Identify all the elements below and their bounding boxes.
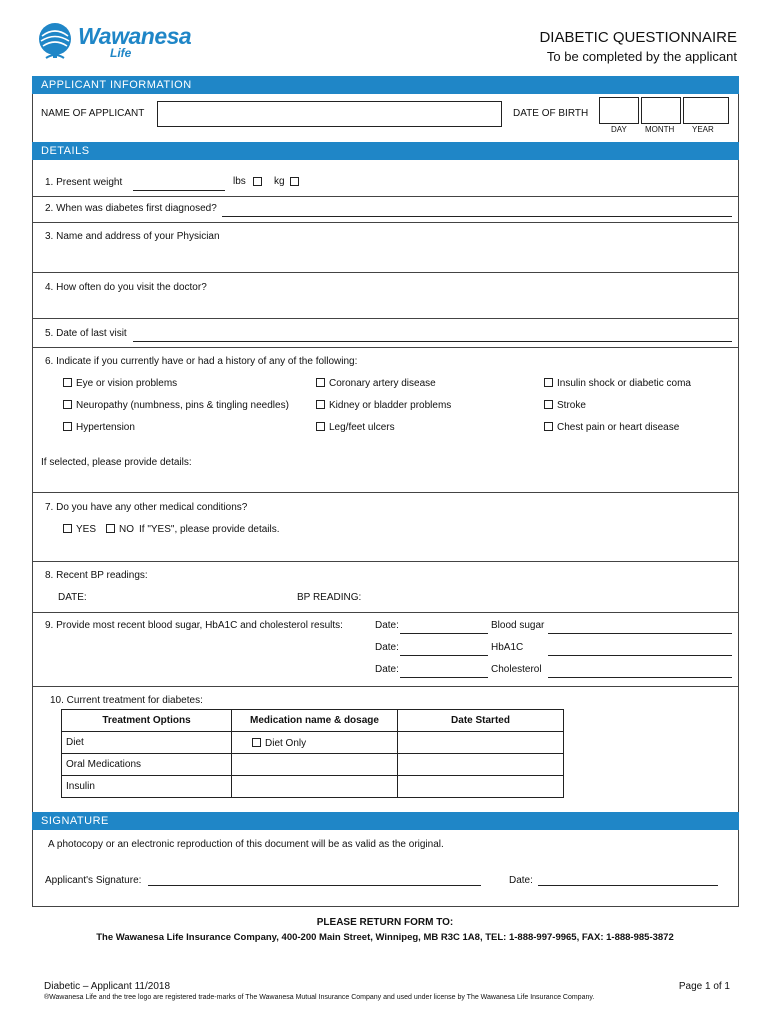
table-header-row [62, 710, 564, 732]
page-title: DIABETIC QUESTIONNAIRE [539, 29, 737, 46]
kg-label: kg [274, 176, 285, 187]
cholesterol-date-input[interactable] [400, 677, 488, 678]
neuropathy-checkbox[interactable] [63, 400, 72, 409]
diet-only-label: Diet Only [265, 737, 307, 749]
logo [34, 22, 192, 60]
name-input[interactable] [157, 101, 502, 127]
page-number: Page 1 of 1 [678, 981, 730, 992]
table-row [62, 732, 564, 754]
q5-label: 5. Date of last visit [45, 328, 127, 339]
hba1c-input[interactable] [548, 655, 732, 656]
yes-checkbox[interactable] [63, 524, 72, 533]
date-label: Date: [375, 642, 399, 653]
no-checkbox[interactable] [106, 524, 115, 533]
column-header: Medication name & dosage [232, 710, 398, 732]
diet-only-checkbox[interactable] [252, 738, 261, 747]
row-label: Oral Medications [62, 754, 232, 776]
if-selected-label: If selected, please provide details: [41, 457, 192, 468]
day-label: DAY [611, 125, 627, 134]
lbs-checkbox[interactable] [253, 177, 262, 186]
no-label: NO [119, 524, 134, 535]
yes-label: YES [76, 524, 97, 535]
condition-label: Neuropathy (numbness, pins & tingling needles) [76, 400, 289, 411]
date-label: Date: [375, 620, 399, 631]
chest-pain-checkbox[interactable] [544, 422, 553, 431]
date-started-cell[interactable] [398, 776, 564, 798]
cholesterol-label: Cholesterol [491, 664, 542, 675]
condition-label: Eye or vision problems [76, 378, 178, 389]
year-label: YEAR [692, 125, 714, 134]
details-section-header: DETAILS [32, 142, 739, 160]
date-label: Date: [375, 664, 399, 675]
q1-label: 1. Present weight [45, 177, 123, 188]
medication-cell[interactable] [232, 776, 398, 798]
signature-section-header: SIGNATURE [32, 812, 739, 830]
table-row [62, 776, 564, 798]
treatment-table [61, 709, 564, 798]
row-label: Insulin [62, 776, 232, 798]
lbs-label: lbs [233, 176, 246, 187]
eye-checkbox[interactable] [63, 378, 72, 387]
kidney-checkbox[interactable] [316, 400, 325, 409]
column-header: Treatment Options [62, 710, 232, 732]
q3-label: 3. Name and address of your Physician [45, 231, 220, 242]
row-label: Diet [62, 732, 232, 754]
q7-note: If "YES", please provide details. [139, 524, 280, 535]
signature-date-input[interactable] [538, 885, 718, 886]
date-started-cell[interactable] [398, 754, 564, 776]
applicant-signature-label: Applicant's Signature: [45, 875, 142, 886]
date-started-cell[interactable] [398, 732, 564, 754]
name-label: NAME OF APPLICANT [41, 108, 145, 119]
coronary-checkbox[interactable] [316, 378, 325, 387]
hypertension-checkbox[interactable] [63, 422, 72, 431]
kg-checkbox[interactable] [290, 177, 299, 186]
condition-label: Insulin shock or diabetic coma [557, 378, 691, 389]
trademark-note: ®Wawanesa Life and the tree logo are registered trade-marks of The Wawanesa Mutual Insurance Company and used under license by The Wawanesa Life Insurance Company. [44, 994, 595, 1001]
condition-label: Kidney or bladder problems [329, 400, 452, 411]
insulin-shock-checkbox[interactable] [544, 378, 553, 387]
ulcers-checkbox[interactable] [316, 422, 325, 431]
month-label: MONTH [645, 125, 675, 134]
q4-label: 4. How often do you visit the doctor? [45, 282, 207, 293]
column-header: Date Started [398, 710, 564, 732]
bp-date-label: DATE: [58, 592, 87, 603]
medication-cell[interactable] [232, 732, 398, 754]
page-subtitle: To be completed by the applicant [546, 49, 737, 64]
dob-day-input[interactable] [599, 97, 639, 124]
condition-label: Stroke [557, 400, 586, 411]
dob-year-input[interactable] [683, 97, 729, 124]
dob-month-input[interactable] [641, 97, 681, 124]
condition-label: Coronary artery disease [329, 378, 436, 389]
signature-note: A photocopy or an electronic reproduction of this document will be as valid as the original. [48, 839, 444, 850]
condition-label: Leg/feet ulcers [329, 422, 395, 433]
condition-label: Chest pain or heart disease [557, 422, 680, 433]
return-title: PLEASE RETURN FORM TO: [316, 917, 454, 928]
dob-label: DATE OF BIRTH [513, 108, 589, 119]
weight-input[interactable] [133, 190, 225, 191]
signature-input[interactable] [148, 885, 481, 886]
hba1c-label: HbA1C [491, 642, 524, 653]
q8-label: 8. Recent BP readings: [45, 570, 148, 581]
return-address: The Wawanesa Life Insurance Company, 400-200 Main Street, Winnipeg, MB R3C 1A8, TEL: 1-888-997-9965, FAX: 1-888-985-3872 [96, 932, 674, 943]
hba1c-date-input[interactable] [400, 655, 488, 656]
table-row [62, 754, 564, 776]
signature-date-label: Date: [509, 875, 533, 886]
q10-label: 10. Current treatment for diabetes: [50, 695, 203, 706]
q9-label: 9. Provide most recent blood sugar, HbA1C and cholesterol results: [45, 620, 343, 631]
blood-sugar-label: Blood sugar [491, 620, 545, 631]
form-id: Diabetic – Applicant 11/2018 [44, 981, 171, 992]
stroke-checkbox[interactable] [544, 400, 553, 409]
q6-label: 6. Indicate if you currently have or had a history of any of the following: [45, 356, 358, 367]
q2-label: 2. When was diabetes first diagnosed? [45, 203, 217, 214]
brand-sub: Life [110, 46, 132, 60]
cholesterol-input[interactable] [548, 677, 732, 678]
brand-name: Wawanesa [78, 23, 192, 49]
condition-label: Hypertension [76, 422, 135, 433]
blood-sugar-input[interactable] [548, 633, 732, 634]
blood-sugar-date-input[interactable] [400, 633, 488, 634]
tree-logo-icon [34, 22, 76, 60]
q7-label: 7. Do you have any other medical conditions? [45, 502, 248, 513]
diagnosed-input[interactable] [222, 216, 732, 217]
applicant-section-header: APPLICANT INFORMATION [32, 76, 739, 94]
bp-reading-label: BP READING: [297, 592, 362, 603]
medication-cell[interactable] [232, 754, 398, 776]
last-visit-input[interactable] [133, 341, 732, 342]
